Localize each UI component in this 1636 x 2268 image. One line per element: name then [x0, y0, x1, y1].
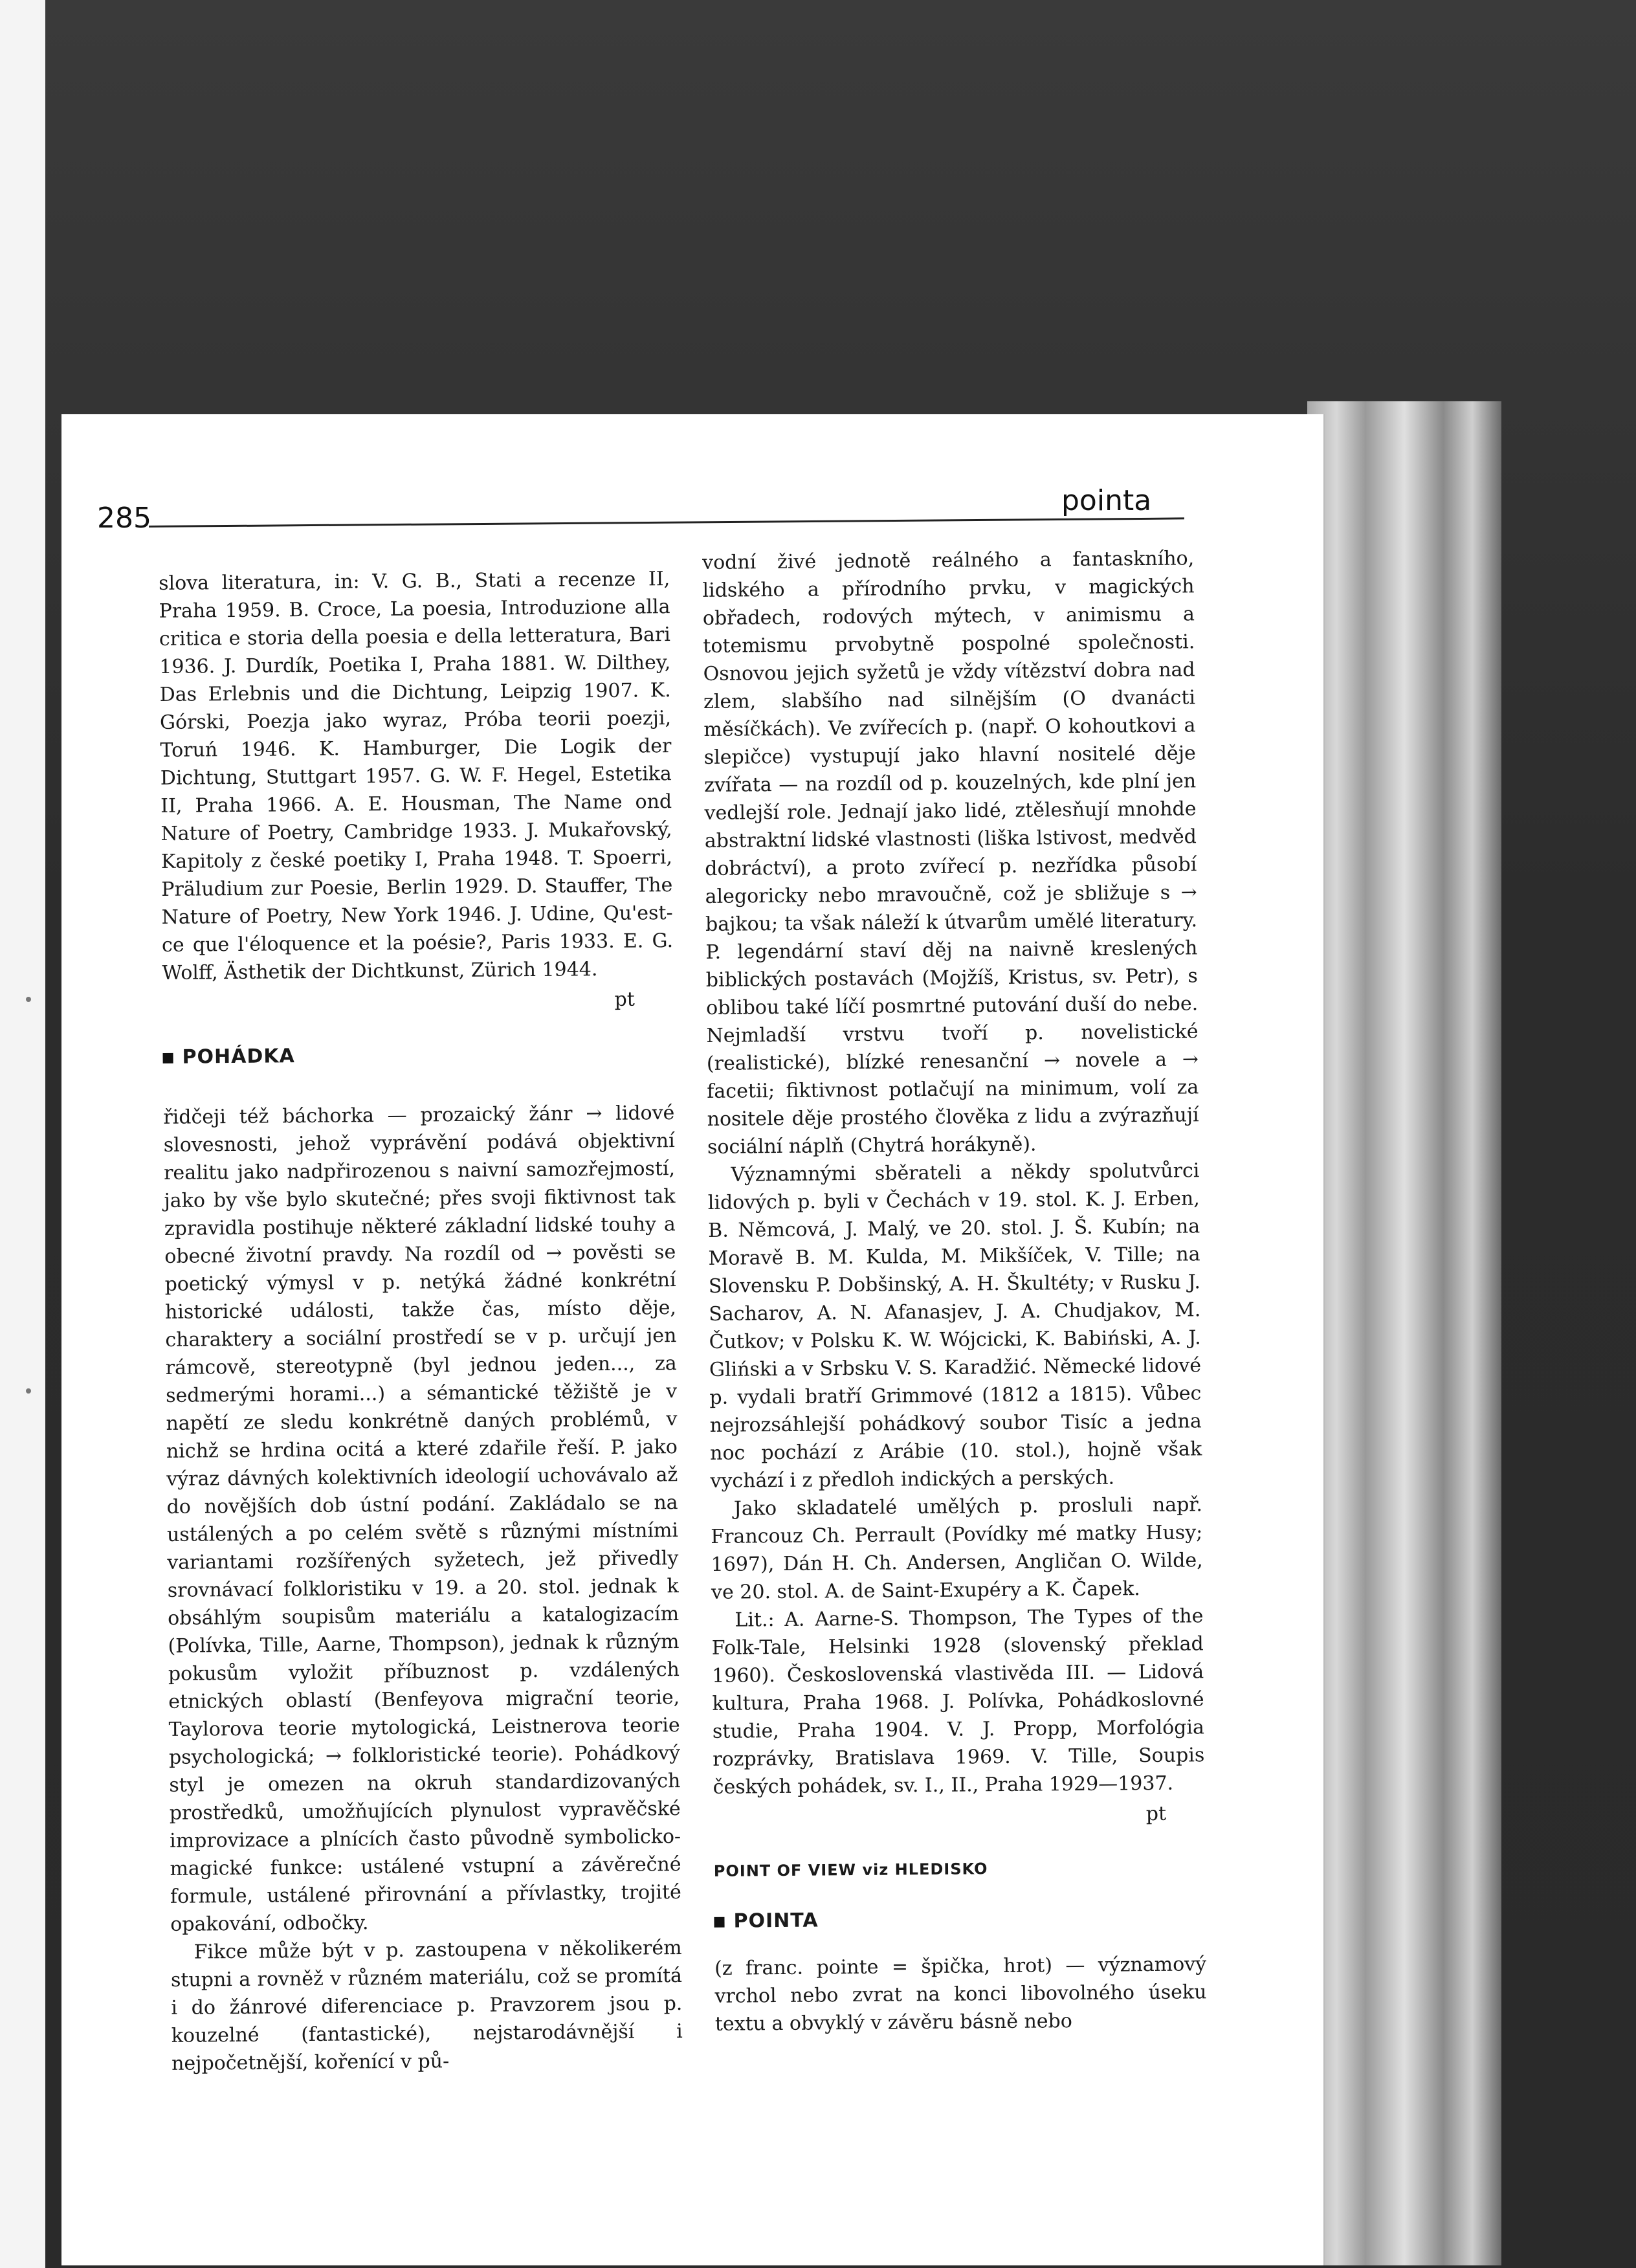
running-head: pointa: [1061, 484, 1152, 517]
right-column: [702, 544, 1207, 2038]
entry-paragraph: Fikce může být v p. zastoupena v několikerém stupni a rovněž v různém materiálu, což se promítá i do žánrové diferenciace p. Pravzorem jsou p. kouzelné (fantastické), nejstarodávnější i nejpočetnější, kořenící v pů-: [170, 1937, 683, 2075]
punch-hole-mark: [26, 997, 31, 1002]
entry-heading-pointa: POINTA: [714, 1903, 1206, 1935]
author-signature: pt: [1145, 1802, 1167, 1826]
entry-paragraph: Jako skladatelé umělých p. prosluli např. Francouz Ch. Perrault (Povídky mé matky Husy; 1697), Dán H. Ch. Andersen, Angličan O. Wilde, ve 20. stol. A. de Saint-Exupéry a K. Čapek.: [711, 1493, 1203, 1604]
entry-paragraph: řidčeji též báchorka — prozaický žánr → lidové slovesnosti, jehož vyprávění podává objektivní realitu jako nadpřirozenou s naivní samozřejmostí, jako by vše bylo skutečné; přes svoji fiktivnost tak zpravidla postihuje některé základní lidské touhy a obecné životní pravdy. Na rozdíl od → pověsti se poetický výmysl v p. netýká žádné konkrétní historické události, takže čas, místo děje, charaktery a sociální prostředí se v p. určují jen rámcově, stereotypně (byl jednou jeden..., za sedmerými horami...) a sémantické těžiště je v napětí ze sledu konkrétně daných problémů, v nichž se hrdina ocitá a které zdařile řeší. P. jako výraz dávných kolektivních ideologií uchovávalo až do novějších dob ústní podání. Zakládalo se na ustálených a po celém světě s různými místními variantami rozšířených syžetech, jež přivedly srovnávací folkloristiku v 19. a 20. stol. jednak k obsáhlým soupisům materiálu a katalogizacím (Polívka, Tille, Aarne, Thompson), jednak k různým pokusům vyložit příbuznost p. vzdálených etnických oblastí (Benfeyova migrační teorie, Taylorova teorie mytologická, Leistnerova teorie psychologická; → folkloristické teorie). Pohádkový styl je omezen na okruh standardizovaných prostředků, umožňujících plynulost vypravěčské improvizace a plnících často původně symbolicko-magické funkce: ustálené vstupní a závěrečné formule, ustálené přirovnání a přívlastky, trojité opakování, odbočky.: [163, 1102, 682, 1936]
square-bullet-icon: [163, 1052, 173, 1063]
entry-paragraph-continued: vodní živé jednotě reálného a fantaskního, lidského a přírodního prvku, v magických obřadech, rodových mýtech, v animismu a totemismu prvobytně pospolné společnosti. Osnovou jejich syžetů je vždy vítězství dobra nad zlem, slabšího nad silnějším (O dvanácti měsíčkách). Ve zvířecích p. (např. O kohoutkovi a slepičce) vystupují jako hlavní nositelé děje zvířata — na rozdíl od p. kouzelných, kde plní jen vedlejší role. Jednají jako lidé, ztělesňují mnohde abstraktní lidské vlastnosti (liška lstivost, medvěd dobráctví), a proto zvířecí p. nezřídka působí alegoricky nebo mravoučně, což je sbližuje s → bajkou; ta však náleží k útvarům umělé literatury. P. legendární staví děj na naivně kreslených biblických postavách (Mojžíš, Kristus, sv. Petr), s oblibou také líčí posmrtné putování duší do nebe. Nejmladší vrstvu tvoří p. novelistické (realistické), blízké renesanční → novele a → facetii; fiktivnost potlačují na minimum, volí za nositele děje prostého člověka z lidu a zvýrazňují sociální náplň (Chytrá horákyně).: [702, 547, 1199, 1159]
left-column: [159, 565, 683, 2078]
entry-paragraph: Významnými sběrateli a někdy spolutvůrci lidových p. byli v Čechách v 19. stol. K. J. Erben, B. Němcová, J. Malý, ve 20. stol. J. Š. Kubín; na Moravě B. M. Kulda, M. Mikšíček, V. Tille; na Slovensku P. Dobšinský, A. H. Škultéty; v Rusku J. Sacharov, A. N. Afanasjev, J. A. Chudjakov, M. Čutkov; v Polsku K. W. Wójcicki, K. Babiński, A. J. Gliński a v Srbsku V. S. Karadžić. Německé lidové p. vydali bratří Grimmové (1812 a 1815). Vůbec nejrozsáhlejší pohádkový soubor Tisíc a jedna noc pochází z Arábie (10. stol.), hojně však vychází i z předloh indických a perských.: [707, 1159, 1202, 1493]
page-number: 285: [97, 502, 151, 535]
scanner-margin: [0, 0, 45, 2268]
cross-reference-point-of-view: POINT OF VIEW viz HLEDISKO: [713, 1860, 988, 1880]
entry-heading-pohadka: POHÁDKA: [162, 1039, 674, 1071]
square-bullet-icon: [714, 1917, 724, 1927]
punch-hole-mark: [26, 1388, 31, 1394]
book-page-edges: [1307, 401, 1501, 2265]
literature-paragraph: Lit.: A. Aarne-S. Thompson, The Types of the Folk-Tale, Helsinki 1928 (slovenský překlad 1960). Československá vlastivěda III. — Lidová kultura, Praha 1968. J. Polívka, Pohádkoslovné studie, Praha 1904. V. J. Propp, Morfológia rozprávky, Bratislava 1969. V. Tille, Soupis českých pohádek, sv. I., II., Praha 1929—1937.: [711, 1605, 1205, 1799]
bibliography-paragraph: slova literatura, in: V. G. B., Stati a recenze II, Praha 1959. B. Croce, La poesia, Introduzione alla critica e storia della poesia e della letteratura, Bari 1936. J. Durdík, Poetika I, Praha 1881. W. Dilthey, Das Erlebnis und die Dichtung, Leipzig 1907. K. Górski, Poezja jako wyraz, Próba teorii poezji, Toruń 1946. K. Hamburger, Die Logik der Dichtung, Stuttgart 1957. G. W. F. Hegel, Estetika II, Praha 1966. A. E. Housman, The Name ond Nature of Poetry, Cambridge 1933. J. Mukařovský, Kapitoly z české poetiky I, Praha 1948. T. Spoerri, Präludium zur Poesie, Berlin 1929. D. Stauffer, The Nature of Poetry, New York 1946. J. Udine, Qu'est-ce que l'éloquence et la poésie?, Paris 1933. E. G. Wolff, Ästhetik der Dichtkunst, Zürich 1944.: [159, 568, 674, 984]
entry-paragraph: (z franc. pointe = špička, hrot) — významový vrchol nebo zvrat na konci libovolného úseku textu a obvyklý v závěru básně nebo: [714, 1953, 1207, 2036]
author-signature: pt: [614, 988, 635, 1011]
